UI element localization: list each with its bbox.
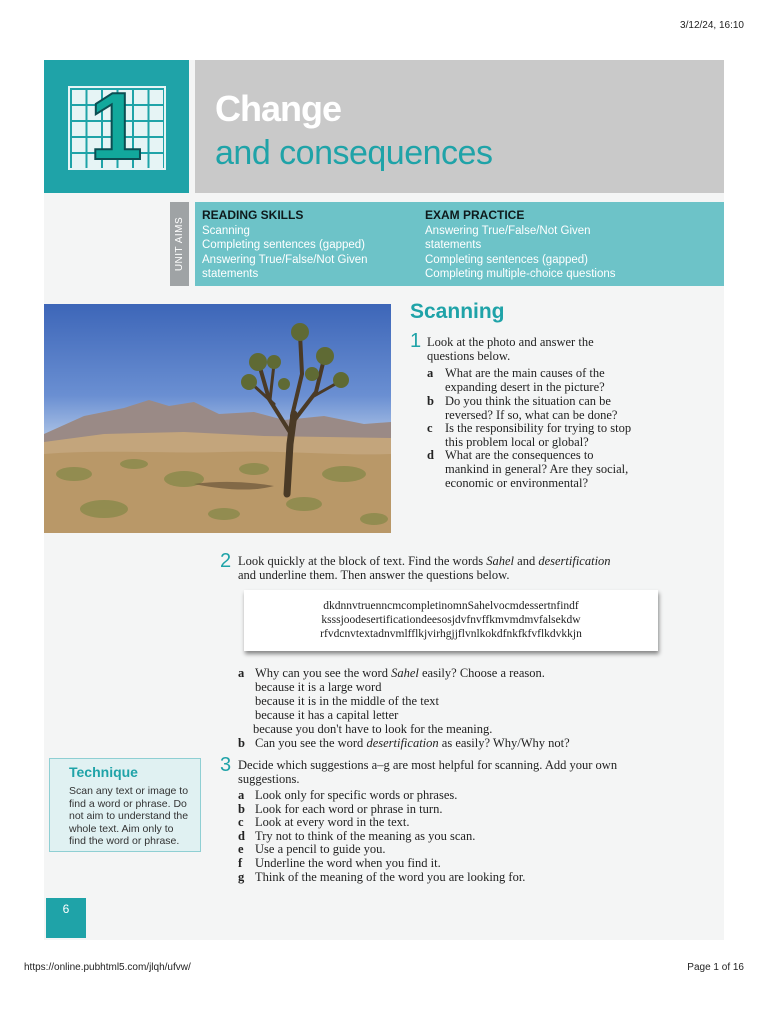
question-3-prompt [238, 758, 708, 786]
item-line: Do you think the situation can be [445, 394, 611, 408]
question-1-items [427, 366, 717, 490]
exam-practice-item: Completing sentences (gapped) [425, 253, 589, 266]
item-letter: a [427, 366, 434, 380]
item-letter: g [238, 869, 245, 884]
unit-title-line1: Change [215, 88, 342, 129]
exam-practice-item: statements [425, 239, 482, 251]
item-letter: a [238, 666, 245, 680]
keyword-sahel: Sahel [486, 554, 515, 568]
reading-skills-column [202, 208, 412, 282]
option-line: because it is in the middle of the text [255, 694, 439, 708]
technique-title: Technique [69, 764, 138, 780]
prompt-line: suggestions. [238, 772, 300, 786]
letter-block [244, 590, 658, 651]
item-letter: b [238, 801, 245, 816]
item-line: What are the consequences to [445, 448, 594, 462]
prompt-line: Decide which suggestions a–g are most helpful for scanning. Add your own [238, 758, 618, 772]
item-line: reversed? If so, what can be done? [445, 408, 618, 422]
list-item [238, 857, 708, 871]
list-item [238, 803, 708, 817]
item-text: as easily? Why/Why not? [438, 736, 570, 750]
item-letter: e [238, 842, 244, 857]
item-letter: a [238, 788, 245, 802]
item-line: expanding desert in the picture? [445, 380, 605, 394]
reading-skills-heading: READING SKILLS [202, 208, 304, 222]
list-item [427, 366, 717, 394]
prompt-line: questions below. [427, 349, 511, 363]
item-line: economic or environmental? [445, 476, 588, 490]
list-item [238, 666, 708, 680]
technique-line: not aim to understand the [69, 810, 189, 822]
unit-aims-side-tab [170, 202, 189, 286]
technique-body [69, 785, 199, 848]
desert-photo [44, 304, 391, 533]
unit-aims-label: UNIT AIMS [174, 216, 185, 272]
exam-practice-column [425, 208, 715, 282]
item-text: Think of the meaning of the word you are looking for. [255, 869, 526, 884]
list-item [238, 871, 708, 885]
item-text: Can you see the word [255, 736, 367, 750]
item-text: Underline the word when you find it. [255, 855, 441, 870]
prompt-text: Look quickly at the block of text. Find the words [238, 554, 487, 568]
item-letter: d [427, 448, 434, 462]
item-letter: b [238, 736, 245, 750]
question-1-number: 1 [410, 330, 422, 352]
item-line: mankind in general? Are they social, [445, 462, 629, 476]
item-text: Try not to think of the meaning as you scan. [255, 828, 476, 843]
item-line: What are the main causes of the [445, 366, 605, 380]
item-letter: f [238, 855, 243, 870]
list-item [238, 816, 708, 830]
prompt-line: Look at the photo and answer the [427, 335, 594, 349]
reading-skill-item: Completing sentences (gapped) [202, 239, 366, 251]
reading-skill-item: Scanning [202, 224, 250, 237]
item-letter: c [238, 815, 244, 830]
exam-practice-heading: EXAM PRACTICE [425, 208, 525, 222]
list-item [238, 843, 708, 857]
question-3-items [238, 789, 708, 884]
section-title: Scanning [410, 300, 505, 323]
exam-practice-item: Answering True/False/Not Given [425, 224, 591, 237]
technique-line: Scan any text or image to [69, 785, 189, 797]
unit-number: 1 [89, 73, 143, 180]
exam-practice-item: Completing multiple-choice questions [425, 268, 616, 280]
item-letter: c [427, 421, 433, 435]
question-2-items [238, 666, 708, 750]
browser-url[interactable]: https://online.pubhtml5.com/jlqh/ufvw/ [24, 962, 191, 973]
option-line: because it has a capital letter [255, 708, 399, 722]
item-text: Use a pencil to guide you. [255, 842, 386, 857]
keyword-desertification: desertification [538, 554, 611, 568]
list-item [427, 448, 717, 490]
item-line: this problem local or global? [445, 435, 589, 449]
question-2-number: 2 [220, 550, 232, 572]
prompt-text: and [514, 554, 539, 568]
page-number-box [46, 898, 86, 938]
item-keyword: desertification [366, 736, 439, 750]
browser-timestamp: 3/12/24, 16:10 [680, 20, 744, 31]
item-letter: d [238, 828, 245, 843]
item-keyword: Sahel [391, 666, 419, 680]
list-item [238, 830, 708, 844]
technique-line: find the word or phrase. [69, 835, 180, 847]
technique-box [49, 758, 201, 852]
unit-title-block [195, 60, 724, 193]
technique-line: find a word or phrase. Do [69, 797, 187, 810]
option-line: because it is a large word [255, 680, 382, 694]
letter-block-line: ksssjoodesertificationdeesosjdvfnvffkmvmdmvfalsekdw [321, 614, 581, 626]
item-text: easily? Choose a reason. [418, 666, 545, 680]
item-text: Look at every word in the text. [255, 815, 410, 830]
page-number: 6 [62, 902, 70, 916]
list-item [238, 736, 708, 750]
prompt-line [238, 554, 708, 568]
page-indicator: Page 1 of 16 [687, 962, 744, 973]
item-text: Look only for specific words or phrases. [255, 788, 458, 802]
joshua-tree-desert-image [44, 304, 391, 533]
item-line: Is the responsibility for trying to stop [445, 421, 632, 435]
unit-number-block [44, 60, 189, 193]
letter-block-line: rfvdcnvtextadnvmlfflkjvirhgjjflvnlkokdfnkfkfvflkdvkkjn [320, 628, 582, 640]
item-text: Look for each word or phrase in turn. [255, 801, 443, 816]
item-text: Why can you see the word [255, 666, 392, 680]
question-2-prompt [238, 554, 708, 582]
unit-title-line2: and consequences [215, 134, 493, 172]
prompt-line: and underline them. Then answer the questions below. [238, 568, 510, 582]
list-item [238, 789, 708, 803]
reading-skill-item: Answering True/False/Not Given [202, 253, 368, 266]
letter-block-line: dkdnnvtruenncmcompletinomnSahelvocmdessertnfindf [323, 600, 579, 612]
book-page [44, 60, 724, 940]
technique-line: whole text. Aim only to [69, 822, 174, 835]
question-3-number: 3 [220, 754, 232, 776]
option-line: because you don't have to look for the meaning. [253, 722, 493, 736]
item-letter: b [427, 394, 434, 408]
reading-skill-item: statements [202, 268, 259, 280]
unit-aims-box [195, 202, 724, 286]
list-item [427, 394, 717, 421]
question-1-prompt [427, 335, 717, 363]
list-item [427, 421, 717, 448]
